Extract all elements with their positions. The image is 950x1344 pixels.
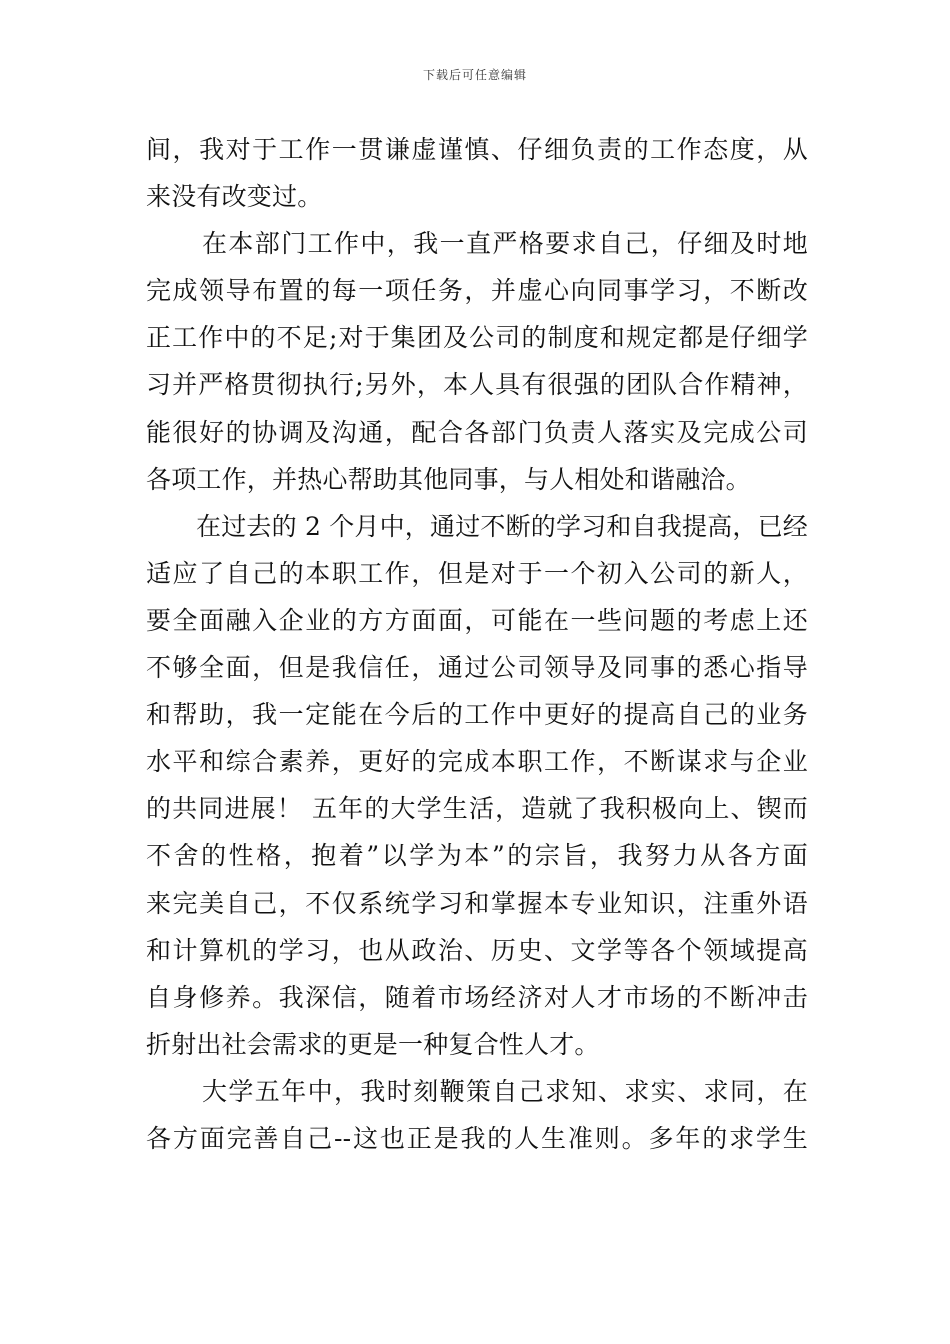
paragraph-3-line-6: 水平和综合素养，更好的完成本职工作，不断谋求与企业: [146, 747, 808, 777]
paragraph-2-line-2: 完成领导布置的每一项任务，并虚心向同事学习，不断改: [146, 276, 808, 306]
paragraph-2-line-5: 能很好的协调及沟通，配合各部门负责人落实及完成公司: [146, 417, 808, 447]
paragraph-2-line-1: 在本部门工作中，我一直严格要求自己，仔细及时地: [202, 229, 808, 259]
paragraph-4-line-1: 大学五年中，我时刻鞭策自己求知、求实、求同，在: [202, 1076, 808, 1106]
paragraph-3-line-5: 和帮助，我一定能在今后的工作中更好的提高自己的业务: [146, 700, 808, 730]
paragraph-3-line-1: 在过去的 2 个月中，通过不断的学习和自我提高，已经: [196, 511, 809, 541]
paragraph-2-line-6: 各项工作，并热心帮助其他同事，与人相处和谐融洽。: [146, 464, 751, 494]
paragraph-3-line-8: 不舍的性格，抱着”以学为本”的宗旨，我努力从各方面: [146, 841, 808, 871]
paragraph-3-line-9: 来完美自己，不仅系统学习和掌握本专业知识，注重外语: [146, 888, 808, 918]
header-note: 下载后可任意编辑: [422, 68, 527, 82]
paragraph-3-line-3: 要全面融入企业的方方面面，可能在一些问题的考虑上还: [146, 605, 808, 635]
paragraph-3-line-7: 的共同进展！ 五年的大学生活，造就了我积极向上、锲而: [146, 794, 808, 824]
paragraph-3-line-12: 折射出社会需求的更是一种复合性人才。: [146, 1029, 600, 1059]
paragraph-3-line-4: 不够全面，但是我信任，通过公司领导及同事的悉心指导: [146, 653, 808, 683]
paragraph-1-line-1: 间，我对于工作一贯谦虚谨慎、仔细负责的工作态度，从: [146, 135, 808, 164]
paragraph-3-line-11: 自身修养。我深信，随着市场经济对人才市场的不断冲击: [146, 982, 808, 1012]
paragraph-4-line-2: 各方面完善自己--这也正是我的人生准则。多年的求学生: [146, 1123, 808, 1153]
body-text: [146, 126, 808, 1162]
paragraph-2-line-4: 习并严格贯彻执行;另外，本人具有很强的团队合作精神，: [146, 370, 808, 400]
paragraph-3-line-10: 和计算机的学习，也从政治、历史、文学等各个领域提高: [146, 935, 808, 965]
paragraph-2-line-3: 正工作中的不足;对于集团及公司的制度和规定都是仔细学: [146, 323, 808, 353]
paragraph-1-line-2: 来没有改变过。: [146, 182, 323, 212]
paragraph-3-line-2: 适应了自己的本职工作，但是对于一个初入公司的新人，: [146, 558, 808, 588]
